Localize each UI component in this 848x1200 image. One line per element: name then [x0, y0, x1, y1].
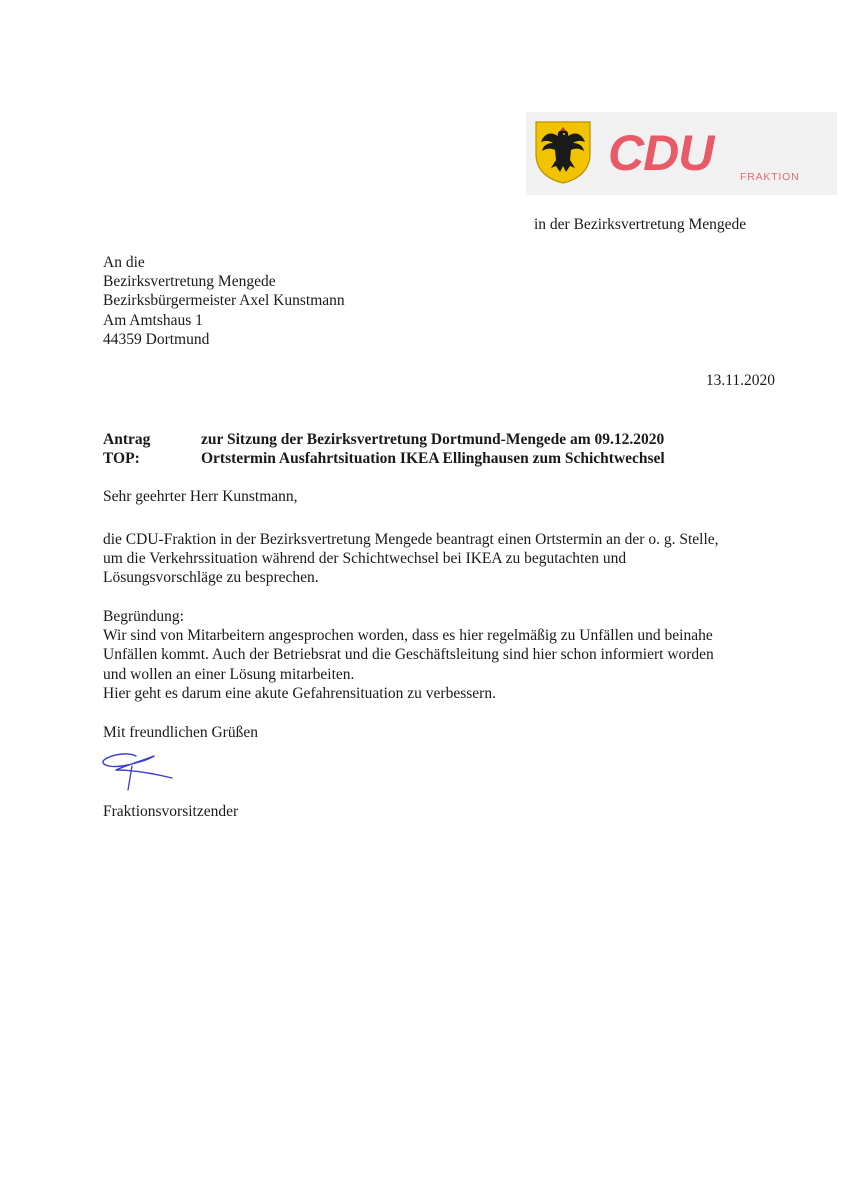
address-line: Am Amtshaus 1: [103, 311, 203, 329]
fraktion-label: FRAKTION: [740, 171, 800, 183]
paragraph-line: Unfällen kommt. Auch der Betriebsrat und die Geschäftsleitung sind hier schon informiert worden: [103, 646, 714, 664]
paragraph-line: Wir sind von Mitarbeitern angesprochen worden, dass es hier regelmäßig zu Unfällen und beinahe: [103, 627, 713, 645]
paragraph-line: Lösungsvorschläge zu besprechen.: [103, 569, 319, 587]
paragraph-request: [103, 530, 783, 588]
address-line: 44359 Dortmund: [103, 330, 210, 348]
subject-text: zur Sitzung der Bezirksvertretung Dortmund-Mengede am 09.12.2020: [201, 431, 665, 448]
cdu-logo: [526, 112, 837, 195]
paragraph-line: Hier geht es darum eine akute Gefahrensituation zu verbessern.: [103, 684, 496, 702]
closing: Mit freundlichen Grüßen: [103, 724, 258, 741]
paragraph-line: und wollen an einer Lösung mitarbeiten.: [103, 665, 355, 683]
subject-label: TOP:: [103, 450, 140, 467]
dortmund-crest-icon: [534, 120, 592, 184]
handwritten-signature: [98, 748, 178, 792]
address-line: Bezirksbürgermeister Axel Kunstmann: [103, 292, 345, 310]
address-line: An die: [103, 254, 145, 271]
salutation: Sehr geehrter Herr Kunstmann,: [103, 488, 298, 505]
letterhead-subheader: in der Bezirksvertretung Mengede: [534, 216, 747, 233]
paragraph-line: um die Verkehrssituation während der Schichtwechsel bei IKEA zu begutachten und: [103, 550, 627, 568]
cdu-wordmark: CDU: [608, 125, 714, 181]
signer-role: Fraktionsvorsitzender: [103, 803, 239, 820]
letter-date: 13.11.2020: [705, 372, 775, 389]
paragraph-reasoning: [103, 607, 783, 703]
subject-row: [103, 430, 665, 449]
subject-block: [103, 430, 665, 468]
paragraph-line: Begründung:: [103, 608, 184, 625]
address-line: Bezirksvertretung Mengede: [103, 273, 276, 291]
subject-row: [103, 449, 665, 468]
subject-label: Antrag: [103, 431, 151, 448]
paragraph-line: die CDU-Fraktion in der Bezirksvertretung Mengede beantragt einen Ortstermin an der o. g. Stelle,: [103, 531, 719, 548]
subject-text: Ortstermin Ausfahrtsituation IKEA Ellinghausen zum Schichtwechsel: [201, 450, 665, 467]
recipient-address: [103, 253, 345, 349]
